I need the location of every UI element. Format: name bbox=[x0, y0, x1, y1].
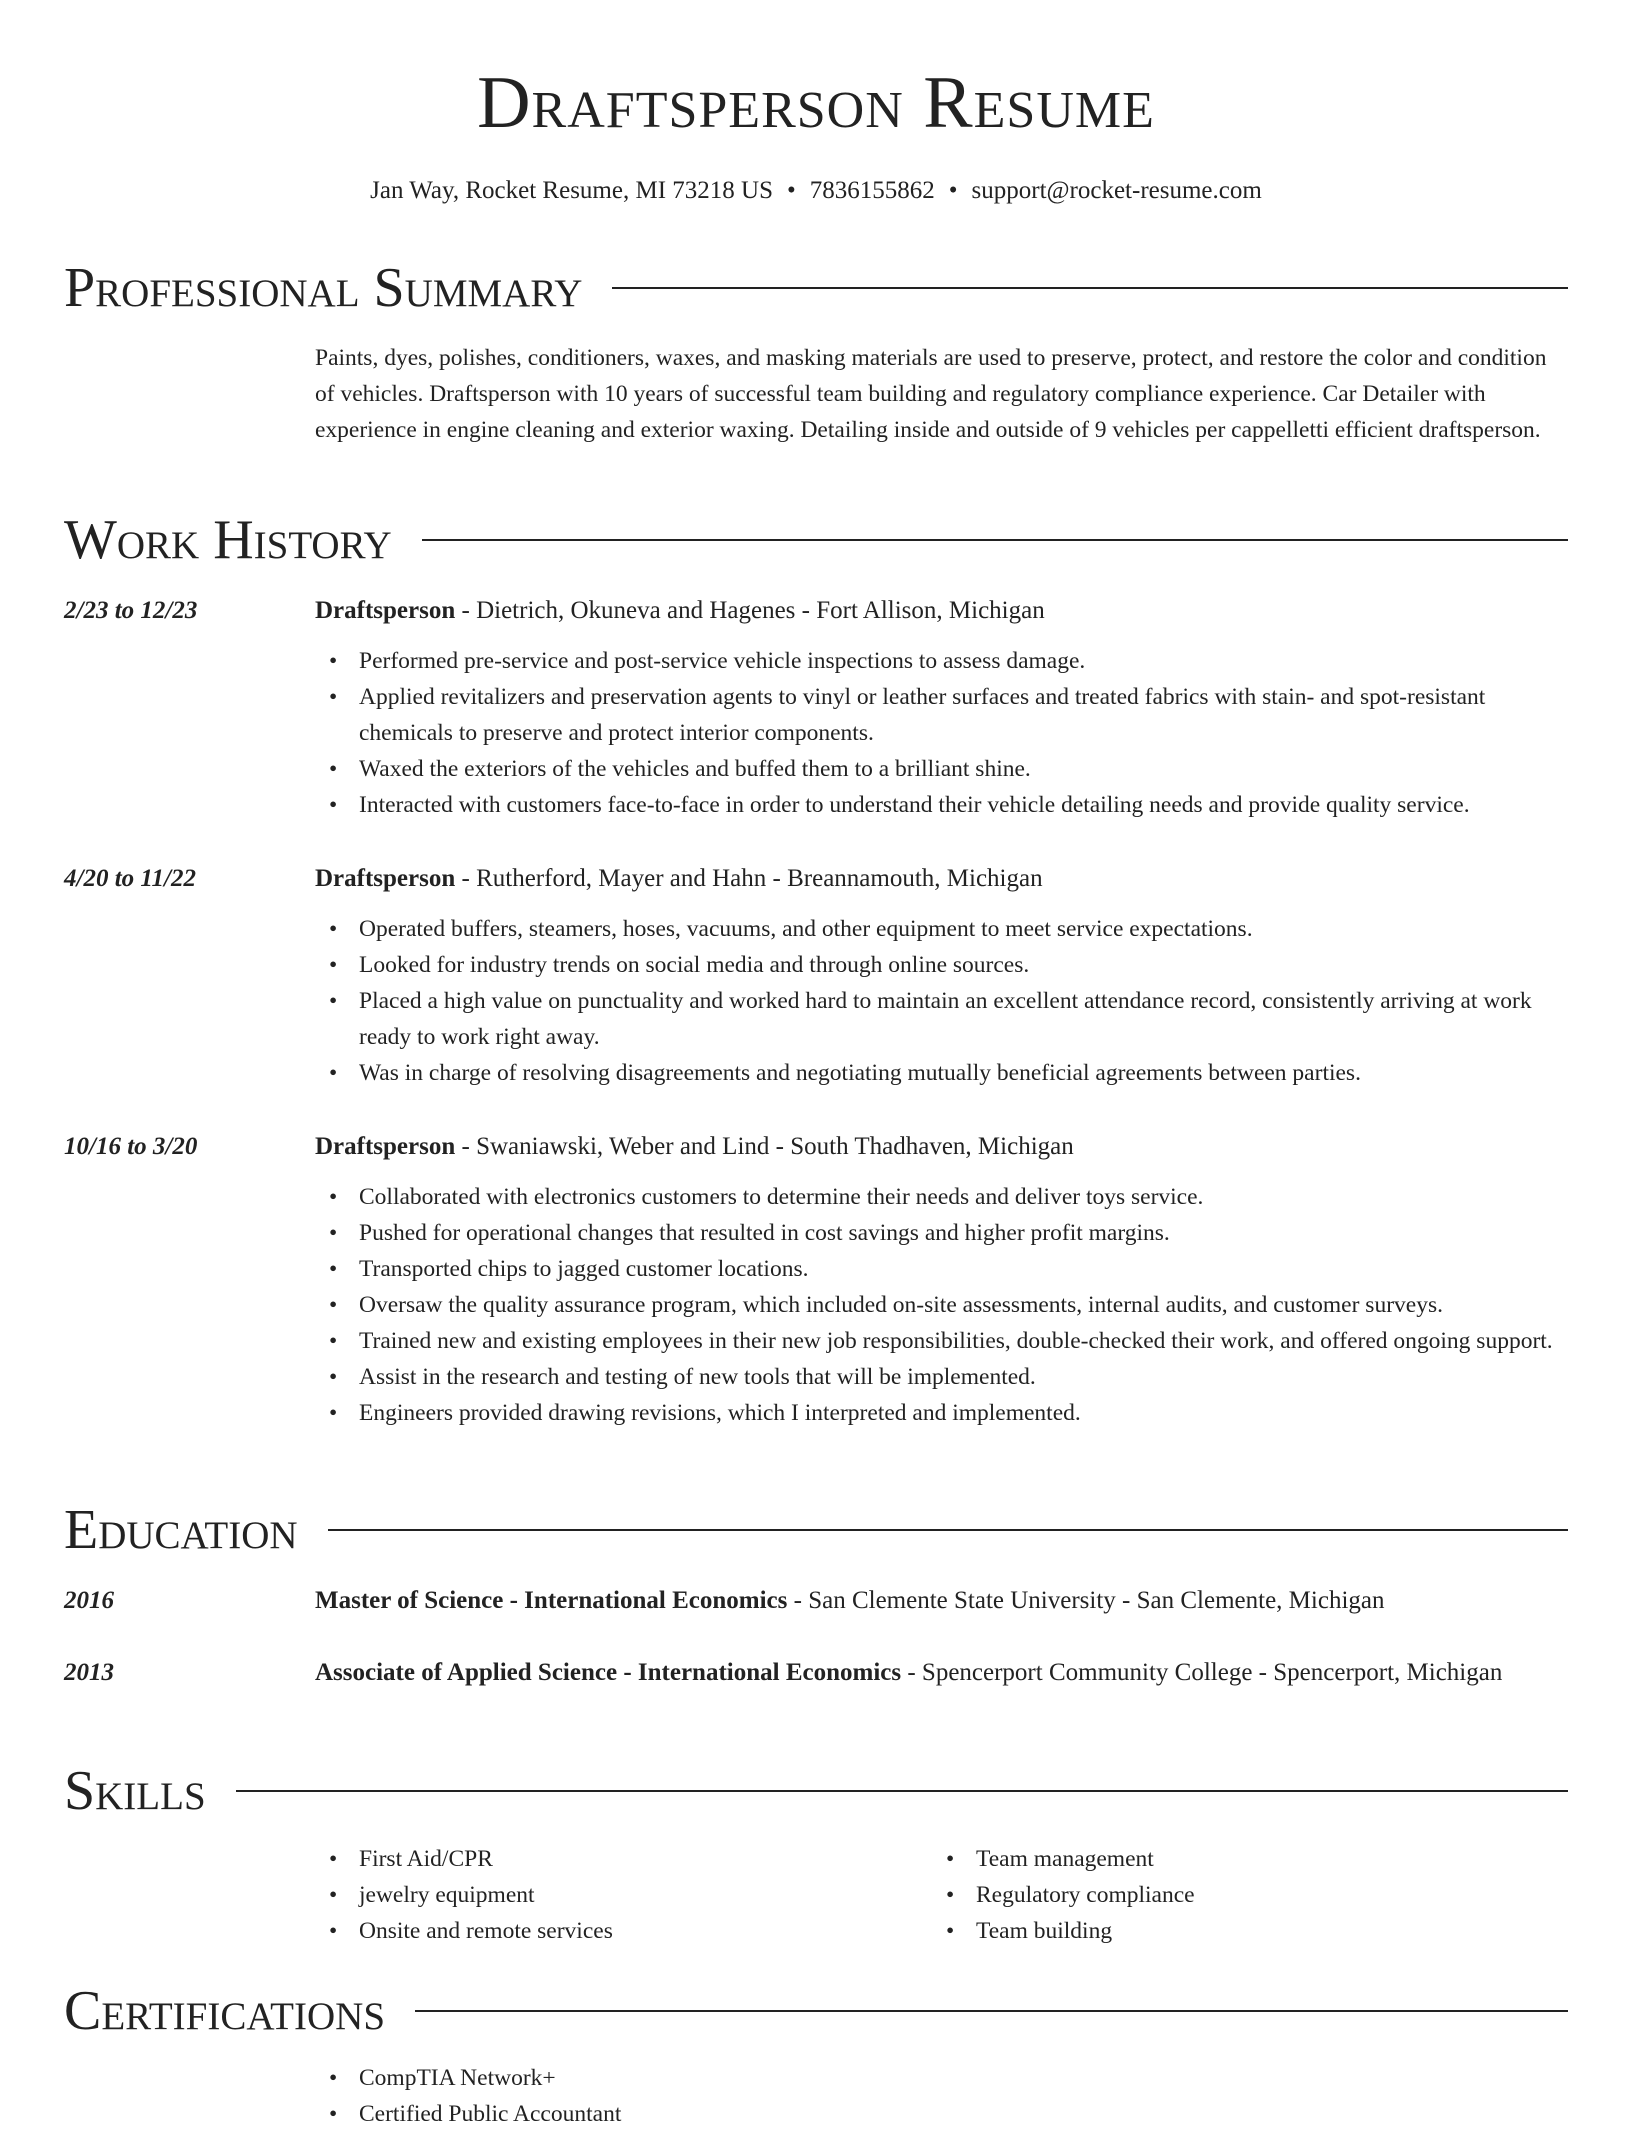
section-rule bbox=[422, 539, 1568, 541]
job-bullet: • Operated buffers, steamers, hoses, vacuums, and other equipment to meet service expectations. bbox=[315, 911, 1568, 947]
skill-item: • Team building bbox=[932, 1913, 1549, 1949]
job-bullet: • Trained new and existing employees in their new job responsibilities, double-checked their work, and offered ongoing support. bbox=[315, 1323, 1568, 1359]
job-bullet: • Waxed the exteriors of the vehicles and buffed them to a brilliant shine. bbox=[315, 751, 1568, 787]
contact-address: Jan Way, Rocket Resume, MI 73218 US bbox=[370, 177, 773, 204]
education-detail bbox=[315, 1582, 1568, 1620]
contact-phone: 7836155862 bbox=[809, 177, 935, 204]
job-bullet: • Placed a high value on punctuality and worked hard to maintain an excellent attendance record, consistently arriving at work ready to work right away. bbox=[315, 983, 1568, 1055]
job-title: Draftsperson bbox=[315, 865, 456, 892]
job-header bbox=[64, 593, 1568, 629]
section-header-certifications bbox=[64, 1979, 1568, 2043]
section-header-work-history bbox=[64, 508, 1568, 572]
education-school: - San Clemente State University - San Clemente, Michigan bbox=[787, 1587, 1385, 1614]
section-title-summary: Professional Summary bbox=[64, 257, 583, 319]
job-header bbox=[64, 861, 1568, 897]
education-year: 2016 bbox=[64, 1587, 114, 1614]
job-title-line bbox=[315, 593, 1568, 629]
contact-email: support@rocket-resume.com bbox=[971, 177, 1262, 204]
certifications-list bbox=[315, 2060, 1568, 2132]
job-entry bbox=[64, 1129, 1568, 1431]
summary-text: Paints, dyes, polishes, conditioners, waxes, and masking materials are used to preserve, protect, and restore the color and condition of vehicles. Draftsperson with 10 years of successful team building and regulatory compliance experience. Car Detailer with experience in engine cleaning and exterior waxing. Detailing inside and outside of 9 vehicles per cappelletti efficient draftsperson. bbox=[315, 345, 1547, 443]
job-title-line bbox=[315, 1129, 1568, 1165]
contact-separator: • bbox=[786, 177, 796, 204]
job-header bbox=[64, 1129, 1568, 1165]
section-title-education: Education bbox=[64, 1499, 298, 1561]
job-bullet: • Assist in the research and testing of new tools that will be implemented. bbox=[315, 1359, 1568, 1395]
job-entry bbox=[64, 593, 1568, 823]
certification-item: • CompTIA Network+ bbox=[315, 2060, 1568, 2096]
section-rule bbox=[415, 2010, 1568, 2012]
skill-item: • Regulatory compliance bbox=[932, 1877, 1549, 1913]
certification-item: • Certified Public Accountant bbox=[315, 2096, 1568, 2132]
section-title-work-history: Work History bbox=[64, 509, 392, 571]
job-bullet: • Oversaw the quality assurance program, which included on-site assessments, internal audits, and customer surveys. bbox=[315, 1287, 1568, 1323]
job-bullet: • Collaborated with electronics customers to determine their needs and deliver toys service. bbox=[315, 1179, 1568, 1215]
skill-item: • jewelry equipment bbox=[315, 1877, 932, 1913]
job-employer: - Dietrich, Okuneva and Hagenes - Fort Allison, Michigan bbox=[455, 597, 1045, 624]
education-degree: Associate of Applied Science - International Economics bbox=[315, 1659, 902, 1686]
education-detail bbox=[315, 1654, 1568, 1692]
skill-item: • Onsite and remote services bbox=[315, 1913, 932, 1949]
education-degree: Master of Science - International Economics bbox=[315, 1587, 788, 1614]
section-title-certifications: Certifications bbox=[64, 1980, 386, 2042]
section-header-summary bbox=[64, 256, 1568, 320]
resume-title: Draftsperson Resume bbox=[477, 62, 1155, 144]
contact-line bbox=[64, 174, 1568, 208]
section-rule bbox=[328, 1529, 1568, 1531]
job-bullet: • Interacted with customers face-to-face in order to understand their vehicle detailing needs and provide quality service. bbox=[315, 787, 1568, 823]
education-year: 2013 bbox=[64, 1659, 114, 1686]
education-school: - Spencerport Community College - Spencerport, Michigan bbox=[901, 1659, 1503, 1686]
job-title: Draftsperson bbox=[315, 1133, 456, 1160]
section-title-skills: Skills bbox=[64, 1760, 206, 1822]
job-title: Draftsperson bbox=[315, 597, 456, 624]
job-bullet: • Applied revitalizers and preservation agents to vinyl or leather surfaces and treated fabrics with stain- and spot-resistant chemicals to preserve and protect interior components. bbox=[315, 679, 1568, 751]
section-header-education bbox=[64, 1498, 1568, 1562]
skills-column-right bbox=[932, 1841, 1549, 1949]
job-bullet: • Engineers provided drawing revisions, which I interpreted and implemented. bbox=[315, 1395, 1568, 1431]
job-bullets bbox=[315, 1179, 1568, 1431]
job-dates: 4/20 to 11/22 bbox=[64, 865, 196, 892]
job-bullets bbox=[315, 911, 1568, 1091]
job-dates: 10/16 to 3/20 bbox=[64, 1133, 198, 1160]
job-employer: - Rutherford, Mayer and Hahn - Breannamouth, Michigan bbox=[455, 865, 1043, 892]
section-header-skills bbox=[64, 1759, 1568, 1823]
skill-item: • First Aid/CPR bbox=[315, 1841, 932, 1877]
job-entry bbox=[64, 861, 1568, 1091]
job-bullet: • Transported chips to jagged customer locations. bbox=[315, 1251, 1568, 1287]
job-bullet: • Performed pre-service and post-service vehicle inspections to assess damage. bbox=[315, 643, 1568, 679]
job-bullets bbox=[315, 643, 1568, 823]
contact-separator: • bbox=[948, 177, 958, 204]
job-dates: 2/23 to 12/23 bbox=[64, 597, 198, 624]
section-rule bbox=[236, 1790, 1568, 1792]
job-bullet: • Looked for industry trends on social media and through online sources. bbox=[315, 947, 1568, 983]
skill-item: • Team management bbox=[932, 1841, 1549, 1877]
job-bullet: • Pushed for operational changes that resulted in cost savings and higher profit margins. bbox=[315, 1215, 1568, 1251]
job-title-line bbox=[315, 861, 1568, 897]
job-employer: - Swaniawski, Weber and Lind - South Thadhaven, Michigan bbox=[455, 1133, 1074, 1160]
skills-column-left bbox=[315, 1841, 932, 1949]
skills-list bbox=[315, 1841, 1568, 1949]
section-rule bbox=[612, 287, 1568, 289]
job-bullet: • Was in charge of resolving disagreements and negotiating mutually beneficial agreements between parties. bbox=[315, 1055, 1568, 1091]
